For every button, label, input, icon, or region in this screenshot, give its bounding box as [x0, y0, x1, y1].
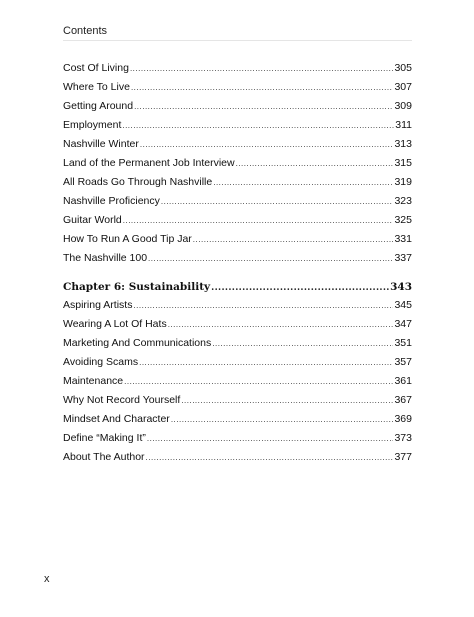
toc-entry[interactable]	[63, 79, 412, 95]
toc-entry-title: How To Run A Good Tip Jar	[63, 233, 192, 245]
dot-leader	[133, 298, 393, 314]
toc-entry[interactable]	[63, 250, 412, 266]
dot-leader	[212, 336, 393, 352]
toc-entry-page-number: 309	[394, 100, 412, 112]
toc-entry-page-number: 337	[394, 252, 412, 264]
toc-entry-page-number: 351	[394, 337, 412, 349]
toc-entry-title: Avoiding Scams	[63, 356, 139, 368]
toc-entry[interactable]	[63, 60, 412, 76]
toc-entry-page-number: 315	[394, 157, 412, 169]
toc-entry-page-number: 361	[394, 375, 412, 387]
toc-entry-page-number: 331	[394, 233, 412, 245]
toc-entry[interactable]	[63, 430, 412, 446]
toc-entry[interactable]	[63, 231, 412, 247]
dot-leader	[213, 175, 393, 191]
dot-leader	[193, 232, 394, 248]
toc-entry[interactable]	[63, 392, 412, 408]
header-divider	[63, 40, 412, 41]
toc-entry[interactable]	[63, 449, 412, 465]
toc-entry[interactable]	[63, 117, 412, 133]
toc-entry-title: Nashville Proficiency	[63, 195, 160, 207]
toc-chapter-entry[interactable]	[63, 279, 412, 295]
dot-leader	[236, 156, 394, 172]
dot-leader	[211, 280, 389, 296]
toc-entry[interactable]	[63, 155, 412, 171]
dot-leader	[134, 99, 393, 115]
toc-entry-page-number: 373	[394, 432, 412, 444]
toc-entry-title: Land of the Permanent Job Interview	[63, 157, 235, 169]
toc-entry[interactable]	[63, 297, 412, 313]
toc-entry-title: All Roads Go Through Nashville	[63, 176, 213, 188]
toc-entry-page-number: 319	[394, 176, 412, 188]
dot-leader	[122, 118, 394, 134]
dot-leader	[124, 374, 393, 390]
toc-entry-title: Maintenance	[63, 375, 124, 387]
dot-leader	[139, 355, 393, 371]
toc-entry[interactable]	[63, 411, 412, 427]
toc-entry-title: Wearing A Lot Of Hats	[63, 318, 167, 330]
toc-entry[interactable]	[63, 174, 412, 190]
toc-entry-page-number: 311	[395, 119, 412, 131]
dot-leader	[131, 80, 394, 96]
toc-entry-title: The Nashville 100	[63, 252, 148, 264]
dot-leader	[181, 393, 393, 409]
toc-entry-title: Define “Making It”	[63, 432, 146, 444]
toc-entry-title: Why Not Record Yourself	[63, 394, 181, 406]
toc-entry-title: Guitar World	[63, 214, 122, 226]
toc-entry[interactable]	[63, 212, 412, 228]
toc-entry[interactable]	[63, 373, 412, 389]
toc-entry-page-number: 343	[390, 281, 412, 293]
toc-entry-title: Employment	[63, 119, 122, 131]
page-folio: x	[44, 573, 50, 585]
toc-entry-title: Aspiring Artists	[63, 299, 133, 311]
toc-entry-page-number: 369	[394, 413, 412, 425]
page-header-title: Contents	[63, 25, 108, 37]
toc-entry[interactable]	[63, 354, 412, 370]
toc-entry[interactable]	[63, 193, 412, 209]
toc-entry-title: Chapter 6: Sustainability	[63, 281, 211, 293]
toc-entry-page-number: 367	[394, 394, 412, 406]
toc-entry[interactable]	[63, 316, 412, 332]
toc-entry-title: About The Author	[63, 451, 145, 463]
toc-entry[interactable]	[63, 98, 412, 114]
toc-entry-title: Cost Of Living	[63, 62, 129, 74]
toc-entry-title: Where To Live	[63, 81, 130, 93]
dot-leader	[148, 251, 393, 267]
dot-leader	[168, 317, 394, 333]
toc-entry[interactable]	[63, 136, 412, 152]
toc-entry-page-number: 313	[394, 138, 412, 150]
toc-entry-page-number: 325	[394, 214, 412, 226]
toc-entry-title: Mindset And Character	[63, 413, 170, 425]
toc-entry-page-number: 323	[394, 195, 412, 207]
dot-leader	[130, 61, 394, 77]
toc-entry-title: Marketing And Communications	[63, 337, 212, 349]
dot-leader	[140, 137, 394, 153]
dot-leader	[146, 450, 394, 466]
toc-entry-page-number: 347	[394, 318, 412, 330]
toc-entry-page-number: 305	[394, 62, 412, 74]
toc-entry-title: Nashville Winter	[63, 138, 139, 150]
toc-entry-page-number: 307	[394, 81, 412, 93]
dot-leader	[123, 213, 394, 229]
dot-leader	[171, 412, 394, 428]
toc-entry-page-number: 345	[394, 299, 412, 311]
toc-entry[interactable]	[63, 335, 412, 351]
toc-entry-page-number: 357	[394, 356, 412, 368]
toc-entry-page-number: 377	[394, 451, 412, 463]
toc-entry-title: Getting Around	[63, 100, 134, 112]
dot-leader	[161, 194, 394, 210]
dot-leader	[147, 431, 394, 447]
